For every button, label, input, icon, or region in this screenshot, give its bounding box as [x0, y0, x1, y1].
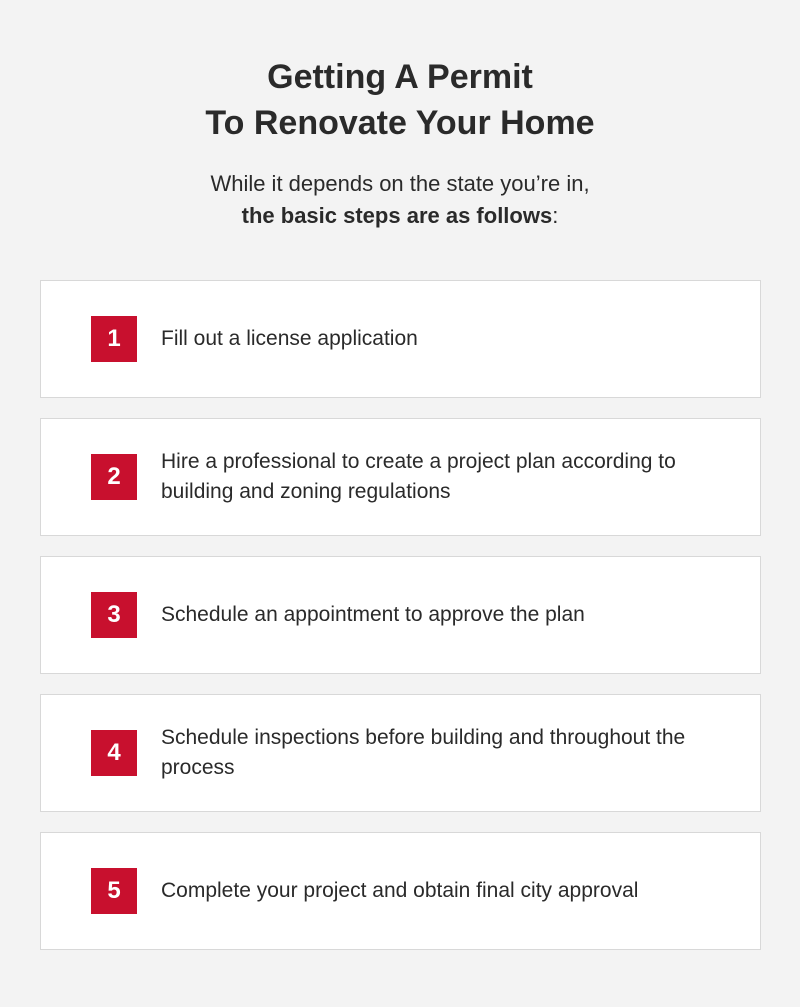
step-number-badge: 3 [91, 592, 137, 638]
step-text: Schedule an appointment to approve the plan [161, 603, 585, 626]
step-number-badge: 5 [91, 868, 137, 914]
step-number-badge: 1 [91, 316, 137, 362]
subtitle-line-2 [0, 200, 800, 232]
step-text: Hire a professional to create a project plan according to building and zoning regulations [161, 450, 676, 503]
step-card-1 [40, 280, 761, 398]
step-card-2 [40, 418, 761, 536]
step-number-badge: 4 [91, 730, 137, 776]
page-title [0, 54, 800, 146]
step-card-3 [40, 556, 761, 674]
subtitle-bold: the basic steps are as follows [241, 203, 553, 228]
subtitle-line-1: While it depends on the state you’re in, [210, 171, 590, 196]
step-card-5 [40, 832, 761, 950]
step-number-badge: 2 [91, 454, 137, 500]
subtitle-suffix: : [552, 203, 559, 228]
step-card-4 [40, 694, 761, 812]
step-text: Schedule inspections before building and throughout the process [161, 726, 686, 779]
steps-list [40, 280, 761, 970]
title-line-2: To Renovate Your Home [205, 104, 595, 142]
title-line-1: Getting A Permit [267, 58, 533, 96]
step-text: Complete your project and obtain final city approval [161, 879, 639, 902]
step-text: Fill out a license application [161, 327, 418, 350]
page-subtitle [0, 168, 800, 232]
